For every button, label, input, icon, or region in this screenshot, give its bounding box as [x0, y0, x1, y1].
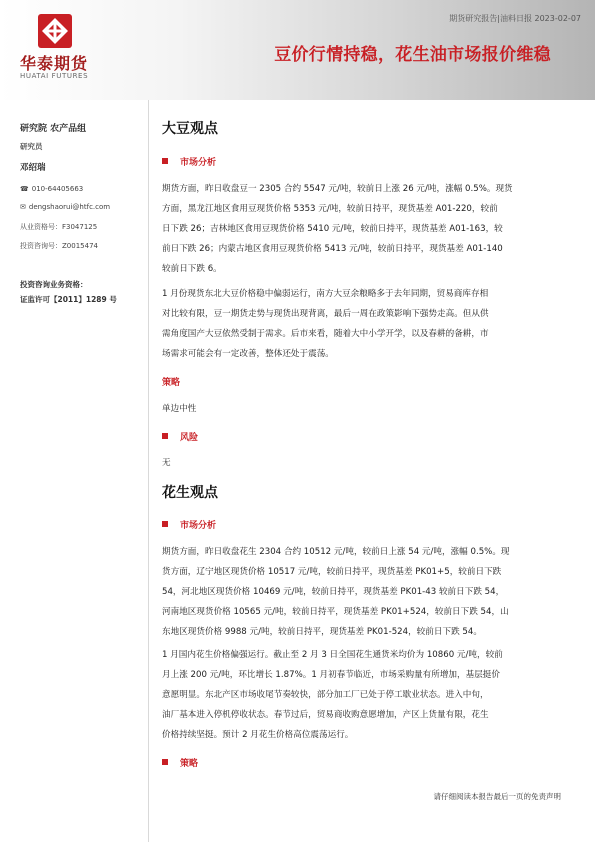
peanut-outlook-paragraph	[162, 645, 562, 745]
report-type-date: 期货研究报告|油料日报 2023-02-07	[449, 14, 581, 23]
paragraph-line: 意愿明显。东北产区市场收尾节奏较快，部分加工厂已处于停工歇业状态。进入中旬，	[162, 690, 489, 700]
peanut-section-title: 花生观点	[162, 485, 218, 501]
paragraph-line: 价格持续坚挺。预计 2 月花生价格高位震荡运行。	[162, 730, 354, 740]
paragraph-line: 货方面，辽宁地区现货价格 10517 元/吨，较前日持平，现货基差 PK01+5，较前日下跌	[162, 567, 502, 577]
paragraph-line: 河南地区现货价格 10565 元/吨，较前日持平，现货基差 PK01+524，较前日下跌 54，山	[162, 607, 509, 617]
peanut-market-analysis-heading	[162, 518, 216, 531]
investment-consult-number: Z0015474	[62, 242, 98, 250]
peanut-futures-paragraph	[162, 542, 562, 642]
logo-chinese-name: 华泰期货	[20, 54, 89, 73]
paragraph-line: 需角度国产大豆依然受制于需求。后市来看，随着大中小学开学，以及春耕的备耕，市	[162, 329, 489, 339]
paragraph-line: 东地区现货价格 9988 元/吨，较前日持平，现货基差 PK01-524，较前日下跌 54。	[162, 627, 482, 637]
soybean-section-title: 大豆观点	[162, 121, 218, 137]
soybean-market-analysis-heading	[162, 155, 216, 168]
qualification-license: 证监许可【2011】1289 号	[20, 295, 117, 304]
market-analysis-label: 市场分析	[180, 521, 217, 531]
paragraph-line: 场需求可能会有一定改善，整体还处于震荡。	[162, 349, 334, 359]
paragraph-line: 54，河北地区现货价格 10469 元/吨，较前日持平，现货基差 PK01-43 较前日下跌 54，	[162, 587, 505, 597]
paragraph-line: 1 月国内花生价格偏强运行。截止至 2 月 3 日全国花生通货米均价为 10860 元/吨，较前	[162, 650, 503, 660]
author-sidebar	[0, 100, 148, 842]
certificate-number: F3047125	[62, 223, 98, 231]
role-label: 研究员	[20, 142, 43, 151]
email-address[interactable]: dengshaorui@htfc.com	[28, 203, 111, 211]
paragraph-line: 较前日下跌 6。	[162, 264, 222, 274]
paragraph-line: 方面，黑龙江地区食用豆现货价格 5353 元/吨，较前日持平，现货基差 A01-220，较前	[162, 204, 498, 214]
huatai-logo-icon	[38, 14, 72, 48]
email-icon: ✉	[20, 203, 26, 211]
bullet-square-icon	[162, 158, 168, 164]
report-headline: 豆价行情持稳，花生油市场报价维稳	[274, 45, 551, 65]
paragraph-line: 对比较有限，豆一期货走势与现货出现背离，最后一周在政策影响下强势走高。但从供	[162, 309, 489, 319]
strategy-label: 策略	[180, 759, 199, 769]
certificate-label: 从业资格号：	[20, 223, 62, 231]
bullet-square-icon	[162, 759, 168, 765]
soybean-risk-heading	[162, 430, 198, 443]
phone-icon: ☎	[20, 185, 29, 193]
qualification-title: 投资咨询业务资格：	[20, 280, 88, 289]
bullet-square-icon	[162, 433, 168, 439]
paragraph-line: 油厂基本进入停机停收状态。春节过后，贸易商收购意愿增加，产区上货量有限，花生	[162, 710, 489, 720]
disclaimer-note: 请仔细阅读本报告最后一页的免责声明	[433, 792, 561, 801]
soybean-futures-paragraph	[162, 179, 562, 279]
soybean-strategy-heading: 策略	[162, 378, 181, 388]
bullet-square-icon	[162, 521, 168, 527]
certificate-line	[20, 222, 97, 232]
logo-english-name: HUATAI FUTURES	[20, 72, 89, 80]
phone-line	[20, 185, 83, 193]
paragraph-line: 期货方面，昨日收盘豆一 2305 合约 5547 元/吨，较前日上涨 26 元/吨，涨幅 0.5%。现货	[162, 184, 513, 194]
paragraph-line: 前日下跌 26；内蒙古地区食用豆现货价格 5413 元/吨，较前日持平，现货基差 A01-140	[162, 244, 503, 254]
soybean-strategy-text: 单边中性	[162, 404, 197, 414]
paragraph-line: 日下跌 26；吉林地区食用豆现货价格 5410 元/吨，较前日持平，现货基差 A01-163，较	[162, 224, 503, 234]
peanut-strategy-heading	[162, 756, 198, 769]
paragraph-line: 期货方面，昨日收盘花生 2304 合约 10512 元/吨，较前日上涨 54 元/吨，涨幅 0.5%。现	[162, 547, 510, 557]
sidebar-divider	[148, 100, 149, 842]
investment-consult-line	[20, 241, 98, 251]
risk-label: 风险	[180, 433, 199, 443]
soybean-risk-text: 无	[162, 458, 171, 468]
soybean-outlook-paragraph	[162, 284, 562, 364]
department-label: 研究院 农产品组	[20, 124, 87, 134]
analyst-name: 邓绍瑞	[20, 163, 46, 173]
paragraph-line: 月上涨 200 元/吨，环比增长 1.87%。1 月初春节临近，市场采购量有所增加，基层挺价	[162, 670, 500, 680]
market-analysis-label: 市场分析	[180, 158, 217, 168]
paragraph-line: 1 月份现货东北大豆价格稳中偏弱运行，南方大豆余粮略多于去年同期，贸易商库存相	[162, 289, 489, 299]
investment-consult-label: 投资咨询号：	[20, 242, 62, 250]
email-line[interactable]	[20, 203, 110, 211]
phone-number: 010-64405663	[31, 185, 84, 193]
